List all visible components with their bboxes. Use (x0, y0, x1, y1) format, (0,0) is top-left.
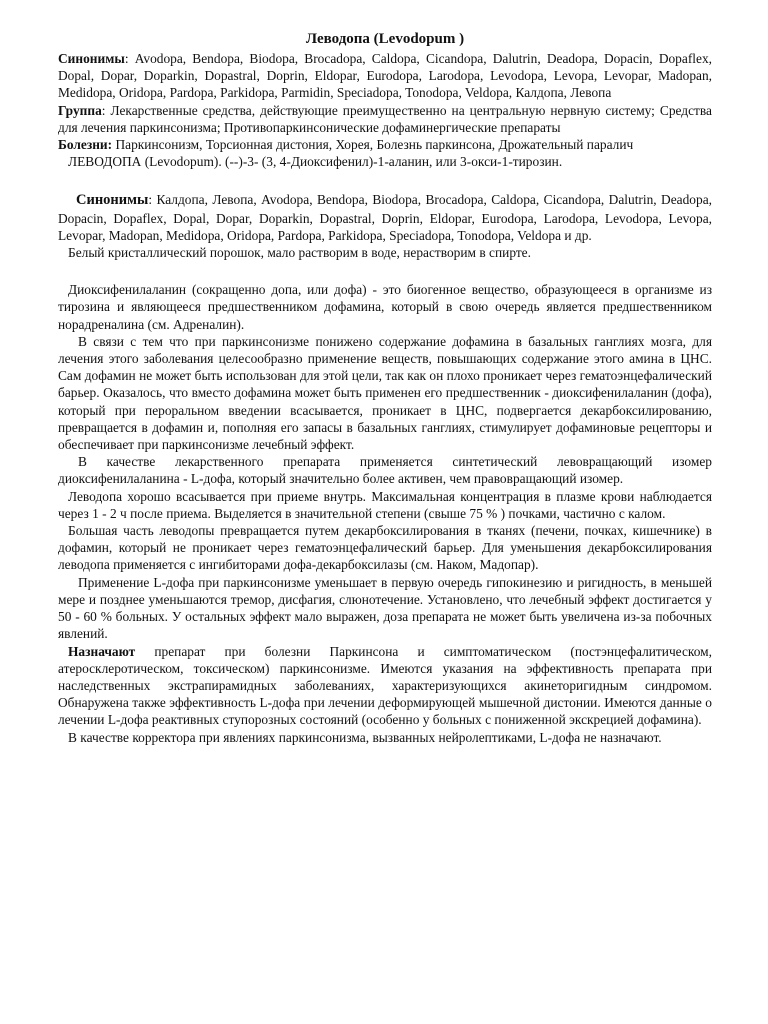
group-label: Группа (58, 102, 102, 118)
prescribe-text: препарат при болезни Паркинсона и симптоматическом (постэнцефалитическом, атеросклеротическом, токсическом) паркинсонизме. Имеются указания на эффективность препарата при наследственных экстрапирамидных заболеваниях, характеризующихся акинеторигидным синдромом. Обнаружена также эффективность L-дофа при лечении деформирующей мышечной дистонии. Имеются данные о лечении L-дофа реактивных ступорозных состояний (особенно у больных с пониженной экскрецией дофамина). (58, 643, 712, 728)
body-paragraph-5: Большая часть леводопы превращается путем декарбоксилирования в тканях (печени, почках, кишечнике) в дофамин, который не проникает через гематоэнцефалический барьер. Для уменьшения декарбоксилирования леводопа применяется с ингибиторами дофа-декарбоксилазы (см. Наком, Мадопар). (58, 523, 712, 573)
body-paragraph-6: Применение L-дофа при паркинсонизме уменьшает в первую очередь гипокинезию и ригидность, в меньшей мере и позднее уменьшаются тремор, дисфагия, слюнотечение. Установлено, что лечебный эффект достигается у 50 - 60 % больных. У остальных эффект мало выражен, доза препарата не может быть увеличена из-за побочных явлений. (58, 574, 712, 642)
group-paragraph (58, 102, 712, 136)
description-line: Белый кристаллический порошок, мало растворим в воде, нерастворим в спирте. (68, 245, 531, 261)
prescribe-label: Назначают (68, 643, 136, 659)
document-title: Леводопа (Levodopum ) (305, 31, 465, 47)
diseases-text: Паркинсонизм, Торсионная дистония, Хорея, Болезнь паркинсона, Дрожательный паралич (112, 137, 634, 153)
body-paragraph-3: В качестве лекарственного препарата применяется синтетический левовращающий изомер диоксифенилаланина - L-дофа, который значительно более активен, чем правовращающий изомер. (58, 454, 712, 487)
body-paragraph-4: Леводопа хорошо всасывается при приеме внутрь. Максимальная концентрация в плазме крови наблюдается через 1 - 2 ч после приема. Выделяется в значительной степени (свыше 75 % ) почками, частично с калом. (58, 488, 712, 521)
diseases-label: Болезни: (58, 137, 113, 153)
body-paragraph-7 (58, 643, 712, 729)
body-paragraph-2: В связи с тем что при паркинсонизме понижено содержание дофамина в базальных ганглиях мозга, для лечения этого заболевания целесообразно применение веществ, повышающих содержание этого амина в ЦНС. Сам дофамин не может быть использован для этой цели, так как он плохо проникает через гематоэнцефалический барьер. Оказалось, что вместо дофамина может быть применен его предшественник - диоксифенилаланин (дофа), который при пероральном введении всасывается, проникает в ЦНС, подвергается декарбоксилированию, превращается в дофамин и, пополняя его запасы в базальных ганглиях, стимулирует дофаминовые рецепторы и обеспечивает при паркинсонизме лечебный эффект. (58, 333, 712, 453)
synonyms-list-text: : Калдопа, Левопа, Avodopa, Bendopa, Biodopa, Brocadopa, Caldopa, Cicandopa, Dalutrin, Deadopa, Dopacin, Dopaflex, Dopal, Dopar, Doparkin, Dopastral, Doprin, Eldopar, Eurodopa, Larodopa, Levodopa, Levopa, Levopar, Madopan, Medidopa, Oridopa, Pardopa, Parkidopa, Speciadopa, Tonodopa, Veldopa и др. (58, 192, 712, 243)
synonyms-list-paragraph (58, 191, 712, 244)
synonyms-list-label: Синонимы (76, 192, 149, 209)
diseases-paragraph (58, 136, 712, 153)
synonyms-paragraph (58, 50, 712, 102)
synonyms-label: Синонимы (58, 51, 125, 66)
group-text: : Лекарственные средства, действующие преимущественно на центральную нервную систему; Средства для лечения паркинсонизма; Противопаркинсонические дофаминергические препараты (58, 102, 712, 135)
document-page (58, 30, 712, 746)
body-paragraph-8: В качестве корректора при явлениях паркинсонизма, вызванных нейролептиками, L-дофа не назначают. (68, 729, 662, 745)
synonyms-text: : Avodopa, Bendopa, Biodopa, Brocadopa, Caldopa, Cicandopa, Dalutrin, Deadopa, Dopacin, Dopaflex, Dopal, Dopar, Doparkin, Dopastral, Doprin, Eldopar, Eurodopa, Larodopa, Levodopa, Levopa, Levopar, Madopan, Medidopa, Oridopa, Pardopa, Parkidopa, Parmidin, Speciadopa, Tonodopa, Veldopa, Калдопа, Левопа (58, 51, 712, 101)
chemical-name-line: ЛЕВОДОПА (Levodopum). (--)-3- (3, 4-Диоксифенил)-1-аланин, или 3-окси-1-тирозин. (68, 154, 563, 170)
body-paragraph-1: Диоксифенилаланин (сокращенно допа, или дофа) - это биогенное вещество, образующееся в организме из тирозина и являющееся предшественником дофамина, который в свою очередь является предшественником норадреналина (см. Адреналин). (58, 282, 712, 332)
